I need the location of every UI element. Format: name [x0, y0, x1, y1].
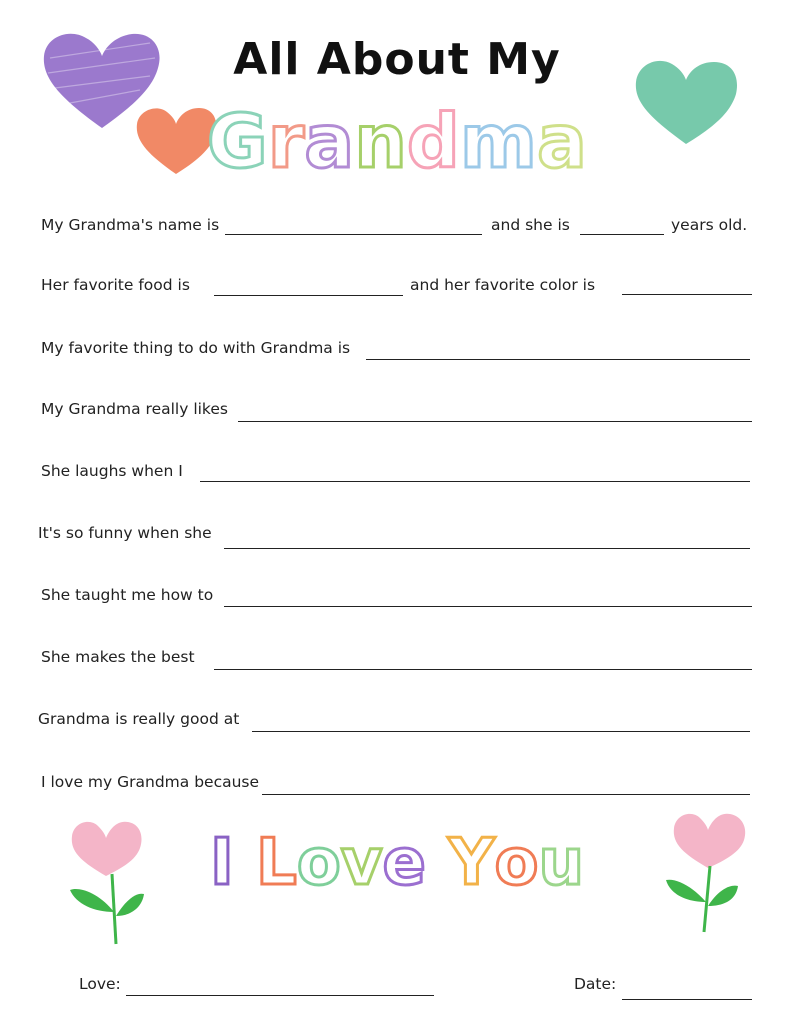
funny-when-label: It's so funny when she	[38, 524, 212, 542]
love-because-label: I love my Grandma because	[41, 773, 260, 791]
age-blank[interactable]	[580, 234, 664, 235]
colored-letter: I	[209, 826, 234, 900]
colored-letter	[234, 818, 256, 908]
left-flower-icon	[64, 812, 148, 948]
name-blank[interactable]	[225, 234, 482, 235]
favorite-thing-label: My favorite thing to do with Grandma is	[41, 339, 351, 357]
colored-letter: d	[406, 99, 460, 185]
taught-me-blank[interactable]	[224, 606, 752, 607]
love-because-blank[interactable]	[262, 794, 750, 795]
colored-letter: m	[459, 99, 538, 185]
colored-letter: Y	[448, 826, 495, 900]
colored-letter: a	[304, 99, 355, 185]
worksheet-title: All About My	[233, 34, 561, 85]
colored-letter	[426, 818, 448, 908]
love-signature-blank[interactable]	[126, 995, 434, 996]
colored-letter: a	[537, 99, 587, 185]
favorite-food-label: Her favorite food is	[41, 276, 190, 294]
really-good-at-blank[interactable]	[252, 731, 750, 732]
really-likes-blank[interactable]	[238, 421, 752, 422]
right-flower-icon	[664, 806, 752, 936]
age-label: and she is	[491, 216, 570, 234]
grandma-colored-title	[0, 100, 794, 184]
favorite-food-blank[interactable]	[214, 295, 403, 296]
favorite-color-label: and her favorite color is	[410, 276, 596, 294]
makes-best-label: She makes the best	[41, 648, 195, 666]
colored-letter: G	[207, 99, 268, 185]
laughs-when-label: She laughs when I	[41, 462, 183, 480]
love-signature-label: Love:	[79, 975, 121, 993]
colored-letter: r	[267, 99, 305, 185]
colored-letter: e	[382, 826, 426, 900]
colored-letter: v	[340, 826, 383, 900]
name-label: My Grandma's name is	[41, 216, 220, 234]
colored-letter: u	[538, 826, 585, 900]
colored-letter: o	[494, 826, 539, 900]
years-old-label: years old.	[671, 216, 748, 234]
favorite-thing-blank[interactable]	[366, 359, 750, 360]
makes-best-blank[interactable]	[214, 669, 752, 670]
colored-letter: o	[296, 826, 341, 900]
really-good-at-label: Grandma is really good at	[38, 710, 240, 728]
date-blank[interactable]	[622, 999, 752, 1000]
really-likes-label: My Grandma really likes	[41, 400, 228, 418]
laughs-when-blank[interactable]	[200, 481, 750, 482]
date-label: Date:	[574, 975, 617, 993]
taught-me-label: She taught me how to	[41, 586, 214, 604]
favorite-color-blank[interactable]	[622, 294, 752, 295]
colored-letter: n	[354, 99, 407, 185]
colored-letter: L	[256, 826, 297, 900]
funny-when-blank[interactable]	[224, 548, 750, 549]
